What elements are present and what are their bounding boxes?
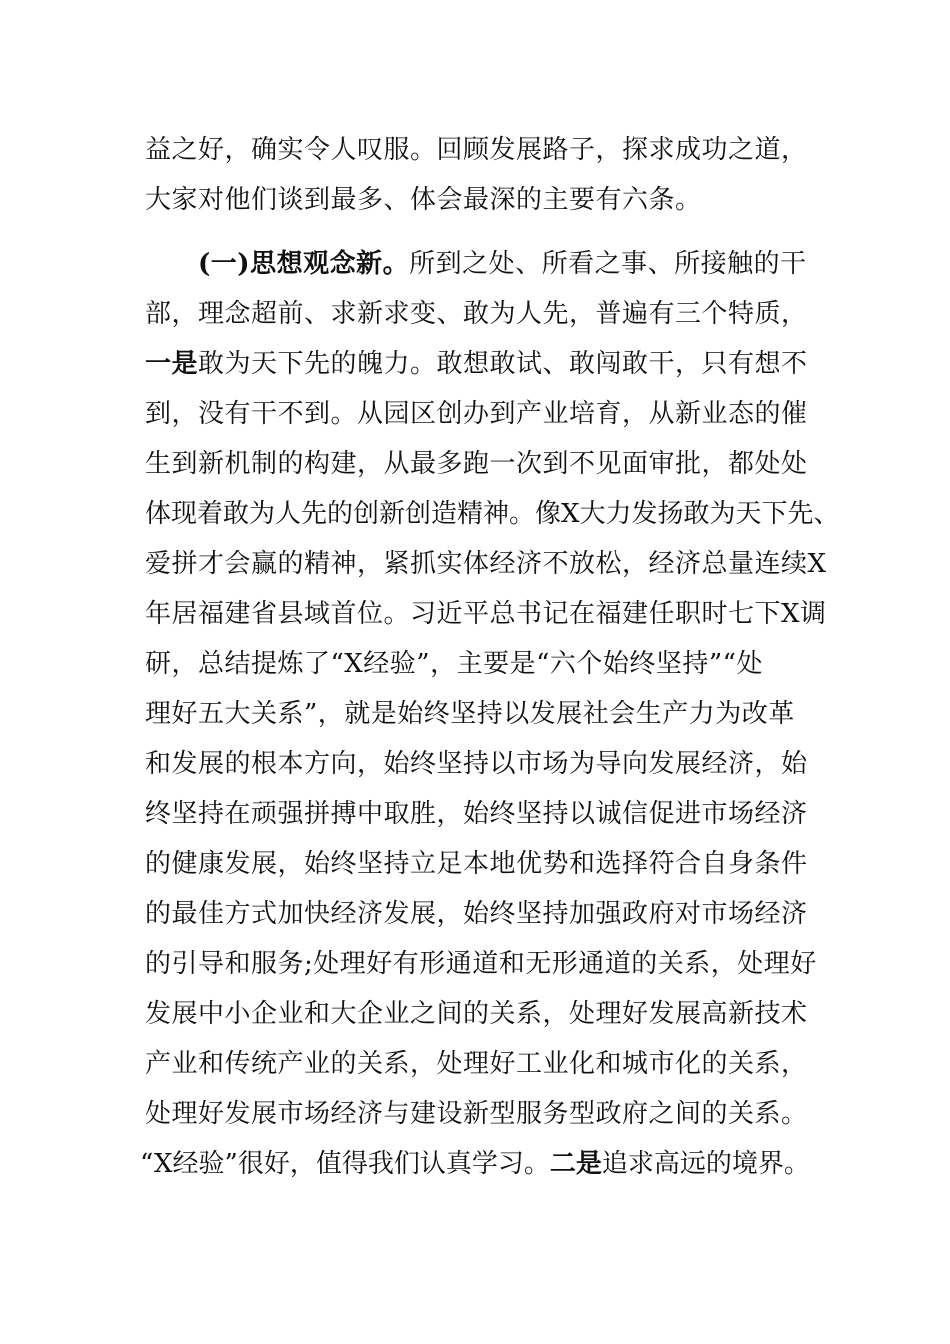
point-lead: 一是 [145, 349, 199, 379]
text-line: 处理好发展市场经济与建设新型服务型政府之间的关系。 [145, 1099, 808, 1129]
text-line: 的引导和服务;处理好有形通道和无形通道的关系，处理好 [145, 949, 817, 979]
text-line: 产业和传统产业的关系，处理好工业化和城市化的关系， [145, 1049, 808, 1079]
text-line: 的最佳方式加快经济发展，始终坚持加强政府对市场经济 [145, 899, 808, 929]
text-line: 发展中小企业和大企业之间的关系，处理好发展高新技术 [145, 999, 808, 1029]
text-line: 理好五大关系”，就是始终坚持以发展社会生产力为改革 [145, 699, 795, 729]
text-line: 生到新机制的构建，从最多跑一次到不见面审批，都处处 [145, 449, 808, 479]
text-line: 的健康发展，始终坚持立足本地优势和选择符合自身条件 [145, 849, 808, 879]
text-span: 所到之处、所看之事、所接触的干 [409, 249, 807, 279]
text-line: 到，没有干不到。从园区创办到产业培育，从新业态的催 [145, 399, 808, 429]
text-span: “X经验”很好，值得我们认真学习。 [140, 1149, 550, 1179]
text-line: 研，总结提炼了“X经验”，主要是“六个始终坚持”“处 [145, 649, 763, 679]
text-line: 终坚持在顽强拼搏中取胜，始终坚持以诚信促进市场经济 [145, 799, 808, 829]
text-span: 追求高远的境界。 [601, 1149, 810, 1179]
section-heading-line [198, 244, 807, 284]
text-line: 体现着敢为人先的创新创造精神。像X大力发扬敢为天下先、 [145, 499, 840, 529]
text-line: 大家对他们谈到最多、体会最深的主要有六条。 [145, 185, 702, 215]
text-line: 部，理念超前、求新求变、敢为人先，普遍有三个特质， [145, 299, 808, 329]
text-line: 年居福建省县域首位。习近平总书记在福建任职时七下X调 [145, 599, 827, 629]
text-span: 敢为天下先的魄力。敢想敢试、敢闯敢干，只有想不 [198, 349, 808, 379]
section-heading: (一)思想观念新。 [198, 249, 410, 279]
text-line: 益之好，确实令人叹服。回顾发展路子，探求成功之道， [145, 135, 808, 165]
text-line: 和发展的根本方向，始终坚持以市场为导向发展经济，始 [145, 749, 808, 779]
point-lead: 二是 [549, 1149, 602, 1179]
text-line [140, 1144, 810, 1184]
text-line [145, 344, 808, 384]
text-line: 爱拼才会赢的精神，紧抓实体经济不放松，经济总量连续X [145, 549, 827, 579]
